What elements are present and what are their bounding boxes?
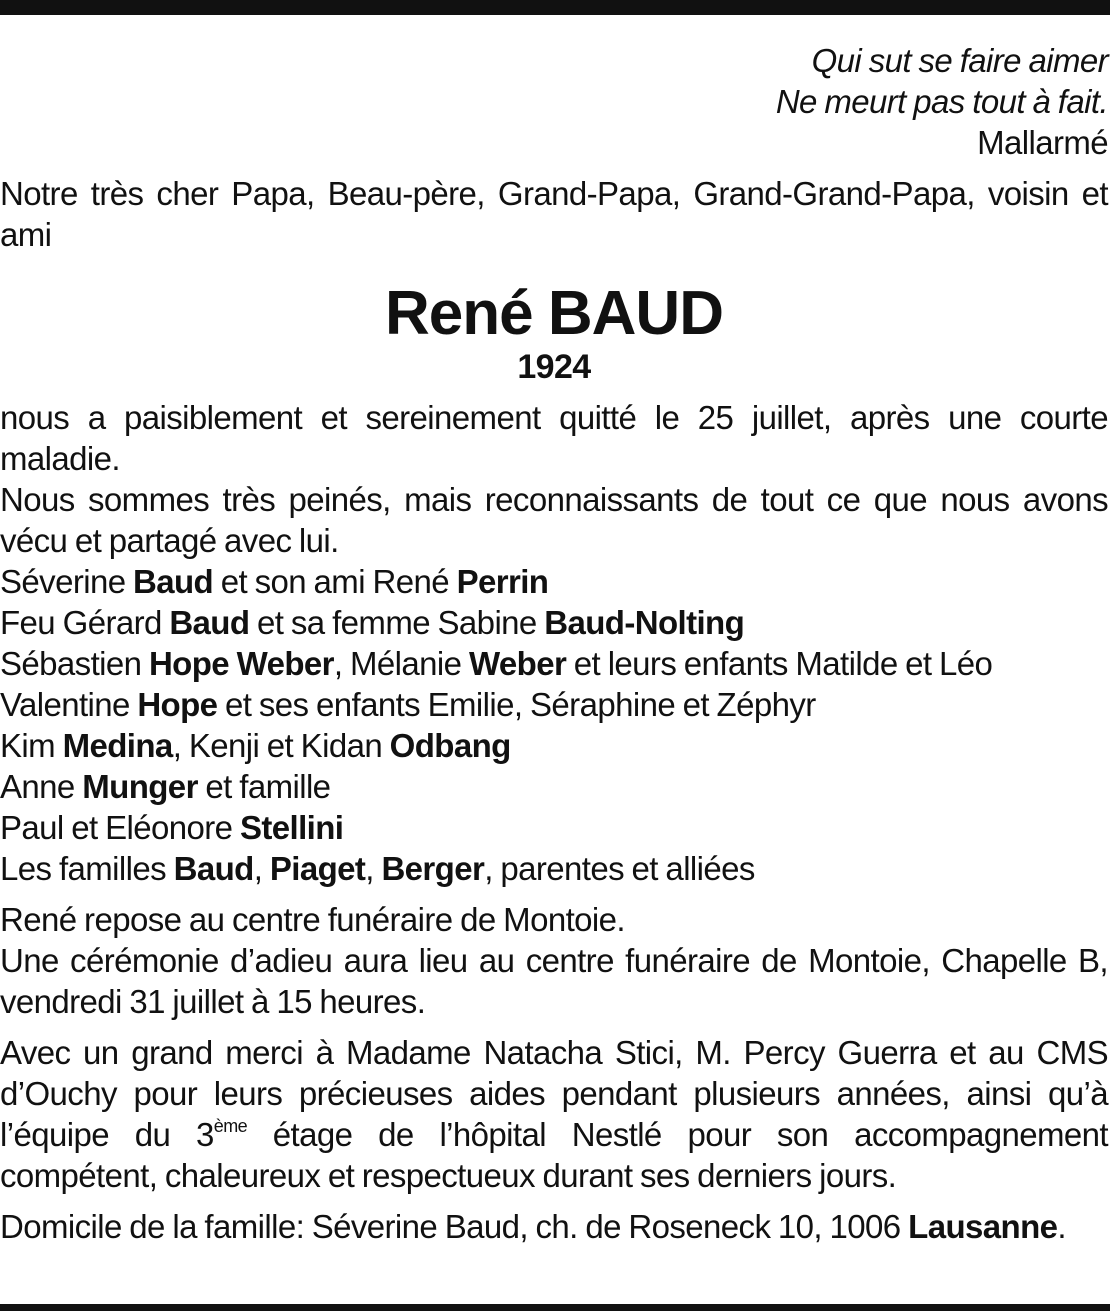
family-text: et son ami René (213, 563, 457, 600)
family-surname: Weber (468, 645, 567, 682)
family-text: , parentes et alliées (484, 850, 755, 887)
family-surname: Hope Weber (148, 645, 334, 682)
ceremony-details: Une cérémonie d’adieu aura lieu au centre funéraire de Montoie, Chapelle B, vendredi 31 juillet à 15 heures. (0, 942, 1108, 1020)
family-line (0, 561, 1108, 602)
thanks-text (0, 1032, 1108, 1196)
family-surname: Perrin (456, 563, 549, 600)
intro-text: Notre très cher Papa, Beau-père, Grand-Papa, Grand-Grand-Papa, voisin et ami (0, 175, 1108, 253)
family-text: et leurs enfants Matilde et Léo (566, 645, 993, 682)
announcement-2: Nous sommes très peinés, mais reconnaissants de tout ce que nous avons vécu et partagé avec lui. (0, 481, 1108, 559)
family-text: et famille (197, 768, 331, 805)
announcement-1: nous a paisiblement et sereinement quitté le 25 juillet, après une courte maladie. (0, 399, 1108, 477)
family-line (0, 766, 1108, 807)
family-line (0, 848, 1108, 889)
family-text: , Kenji et Kidan (172, 727, 390, 764)
family-text: Anne (0, 768, 83, 805)
family-surname: Baud (169, 604, 250, 641)
domicile-text: Domicile de la famille: Séverine Baud, ch. de Roseneck 10, 1006 (0, 1208, 909, 1245)
family-text: Séverine (0, 563, 134, 600)
family-surname: Hope (137, 686, 218, 723)
family-text: Feu Gérard (0, 604, 170, 641)
family-text: Kim (0, 727, 63, 764)
family-surname: Baud (173, 850, 254, 887)
family-surname: Stellini (239, 809, 344, 846)
family-line (0, 807, 1108, 848)
family-text: , (365, 850, 382, 887)
thanks-after: étage de l’hôpital Nestlé pour son accompagnement compétent, chaleureux et respectueux durant ses derniers jours. (0, 1116, 1108, 1194)
family-surname: Baud (133, 563, 214, 600)
epigraph (0, 40, 1108, 163)
bottom-rule (0, 1304, 1110, 1311)
family-text: Valentine (0, 686, 138, 723)
thanks-before: Avec un grand merci à Madame Natacha Stici, M. Percy Guerra et au CMS d’Ouchy pour leurs précieuses aides pendant plusieurs années, ainsi qu’à l’équipe du 3 (0, 1034, 1108, 1153)
deceased-year: 1924 (517, 348, 591, 386)
obituary (0, 40, 1108, 1247)
deceased-name: René BAUD (385, 279, 723, 348)
family-text: Paul et Eléonore (0, 809, 240, 846)
top-rule (0, 0, 1110, 15)
domicile-city: Lausanne (908, 1208, 1058, 1245)
domicile-end: . (1057, 1208, 1066, 1245)
family-surname: Piaget (269, 850, 366, 887)
family-line (0, 684, 1108, 725)
family-line (0, 602, 1108, 643)
family-list (0, 561, 1108, 889)
thanks-superscript: ème (213, 1116, 248, 1136)
family-surname: Odbang (389, 727, 511, 764)
family-line (0, 725, 1108, 766)
family-text: et ses enfants Emilie, Séraphine et Zéphyr (217, 686, 816, 723)
ceremony-location: René repose au centre funéraire de Montoie. (0, 901, 625, 938)
epigraph-line-1: Qui sut se faire aimer (811, 42, 1108, 79)
domicile (0, 1206, 1108, 1247)
epigraph-author: Mallarmé (977, 124, 1108, 161)
family-text: Les familles (0, 850, 174, 887)
family-text: , (253, 850, 270, 887)
family-line (0, 643, 1108, 684)
family-surname: Baud-Nolting (544, 604, 745, 641)
epigraph-line-2: Ne meurt pas tout à fait. (775, 83, 1108, 120)
family-text: Sébastien (0, 645, 149, 682)
family-text: et sa femme Sabine (249, 604, 545, 641)
family-surname: Medina (62, 727, 173, 764)
family-surname: Berger (381, 850, 485, 887)
family-surname: Munger (82, 768, 198, 805)
family-text: , Mélanie (333, 645, 469, 682)
